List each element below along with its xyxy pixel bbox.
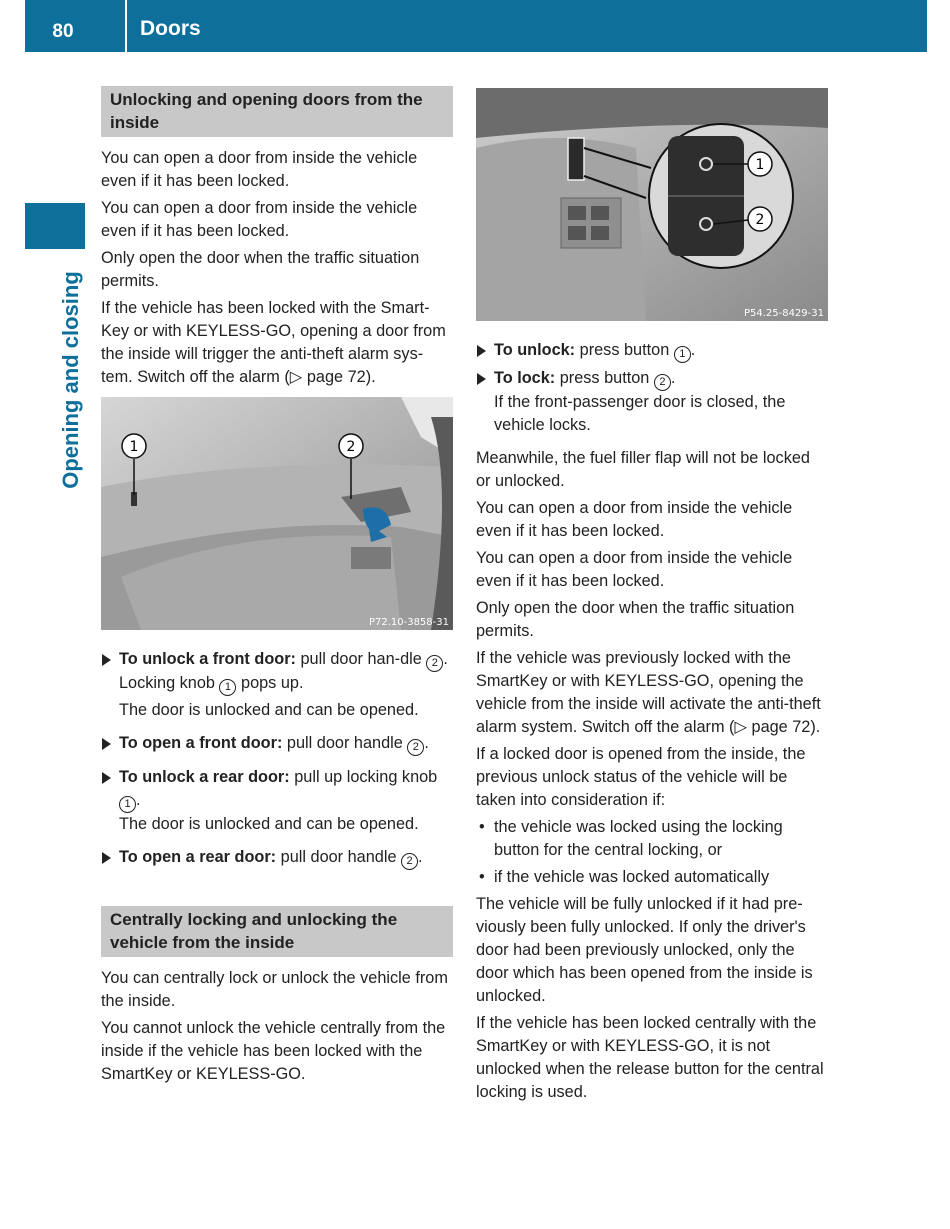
list-item: • the vehicle was locked using the locking button for the central locking, or — [476, 816, 828, 862]
callout-number: 2 — [407, 739, 424, 756]
step-label: To unlock: — [494, 341, 576, 359]
step-text: pull up locking knob — [294, 768, 438, 786]
callout-number: 2 — [654, 374, 671, 391]
door-handle-figure — [101, 397, 453, 630]
chapter-tab-marker — [25, 203, 85, 249]
step-arrow-icon — [477, 345, 486, 357]
paragraph: Only open the door when the traffic situation permits. — [101, 249, 420, 290]
step-text: press button — [579, 341, 670, 359]
paragraph: Meanwhile, the fuel filler flap will not be locked or unlocked. — [476, 449, 810, 490]
instruction-step — [101, 648, 453, 722]
step-arrow-icon — [102, 852, 111, 864]
step-result: The door is unlocked and can be opened. — [119, 815, 419, 833]
right-column — [476, 88, 828, 1108]
step-label: To lock: — [494, 369, 556, 387]
step-arrow-icon — [102, 772, 111, 784]
callout-number: 2 — [426, 655, 443, 672]
paragraph: Only open the door when the traffic situation permits. — [476, 599, 795, 640]
instruction-step: To unlock: press button 1 . — [476, 339, 828, 363]
step-punct: . — [136, 791, 141, 809]
step-punct: . — [443, 650, 448, 668]
paragraph: You can open a door from inside the vehicle even if it has been locked. — [476, 549, 793, 590]
instruction-step: To lock: press button 2 . If the front-passenger door is closed, the vehicle locks. — [476, 367, 828, 437]
list-item: • if the vehicle was locked automatically — [476, 866, 828, 889]
callout-number: 1 — [674, 346, 691, 363]
paragraph: You can open a door from inside the vehicle even if it has been locked. — [101, 149, 418, 190]
step-result: The door is unlocked and can be opened. — [119, 701, 419, 719]
callout-label: 1 — [755, 157, 765, 173]
step-text: pull door handle — [280, 848, 397, 866]
step-punct: . — [418, 848, 423, 866]
figure-code: P54.25-8429-31 — [743, 308, 824, 319]
lock-buttons-figure — [476, 88, 828, 321]
paragraph: If a locked door is opened from the inside, the previous unlock status of the vehicle will be taken into consideration if: — [476, 745, 806, 809]
paragraph: You can open a door from inside the vehicle even if it has been locked. — [476, 499, 793, 540]
paragraph: You can open a door from inside the vehicle even if it has been locked. — [101, 199, 418, 240]
callout-number: 1 — [219, 679, 236, 696]
callout-label: 2 — [346, 439, 356, 455]
section-heading-unlocking: Unlocking and opening doors from the inside — [101, 86, 453, 137]
step-arrow-icon — [102, 738, 111, 750]
figure-code: P72.10-3858-31 — [368, 617, 449, 628]
step-text: Locking knob — [119, 674, 215, 692]
step-text: pull door handle — [286, 734, 403, 752]
step-result: If the front-passenger door is closed, the vehicle locks. — [494, 393, 786, 434]
step-label: To open a front door: — [119, 734, 283, 752]
callout-label: 1 — [129, 439, 139, 455]
chapter-title: Doors — [140, 17, 201, 40]
step-punct: . — [424, 734, 429, 752]
chapter-side-label: Opening and closing — [58, 271, 83, 489]
header-divider — [125, 0, 127, 52]
page-header — [25, 0, 927, 52]
paragraph: If the vehicle was previously locked with the SmartKey or with KEYLESS-GO, opening the vehicle from the inside will activate the anti-theft alarm system. Switch off the alarm (▷ page 72). — [476, 649, 821, 736]
section-heading-central-locking: Centrally locking and unlocking the vehicle from the inside — [101, 906, 453, 957]
paragraph: If the vehicle has been locked with the Smart-Key or with KEYLESS-GO, opening a door from the inside will trigger the anti-theft alarm sys-tem. Switch off the alarm (▷ page 72). — [101, 299, 446, 386]
instruction-step — [101, 732, 453, 756]
paragraph: You cannot unlock the vehicle centrally from the inside if the vehicle has been locked with the SmartKey or KEYLESS-GO. — [101, 1019, 446, 1083]
step-label: To unlock a rear door: — [119, 768, 290, 786]
step-text: pops up. — [241, 674, 304, 692]
callout-number: 2 — [401, 853, 418, 870]
step-text: pull door han-dle — [300, 650, 422, 668]
paragraph: If the vehicle has been locked centrally with the SmartKey or with KEYLESS-GO, it is not unlocked when the release button for the central locking is used. — [476, 1014, 824, 1101]
page-number: 80 — [52, 21, 74, 42]
step-arrow-icon — [477, 373, 486, 385]
paragraph: The vehicle will be fully unlocked if it had pre-viously been fully unlocked. If only the driver's door had been previously unlocked, only the door which has been opened from the inside is unlocked. — [476, 895, 813, 1005]
instruction-step — [101, 846, 453, 870]
step-arrow-icon — [102, 654, 111, 666]
step-label: To open a rear door: — [119, 848, 277, 866]
step-text: press button — [559, 369, 650, 387]
callout-label: 2 — [755, 212, 765, 228]
step-label: To unlock a front door: — [119, 650, 296, 668]
paragraph: You can centrally lock or unlock the vehicle from the inside. — [101, 969, 448, 1010]
instruction-step — [101, 766, 453, 836]
callout-number: 1 — [119, 796, 136, 813]
left-column — [101, 86, 453, 1090]
